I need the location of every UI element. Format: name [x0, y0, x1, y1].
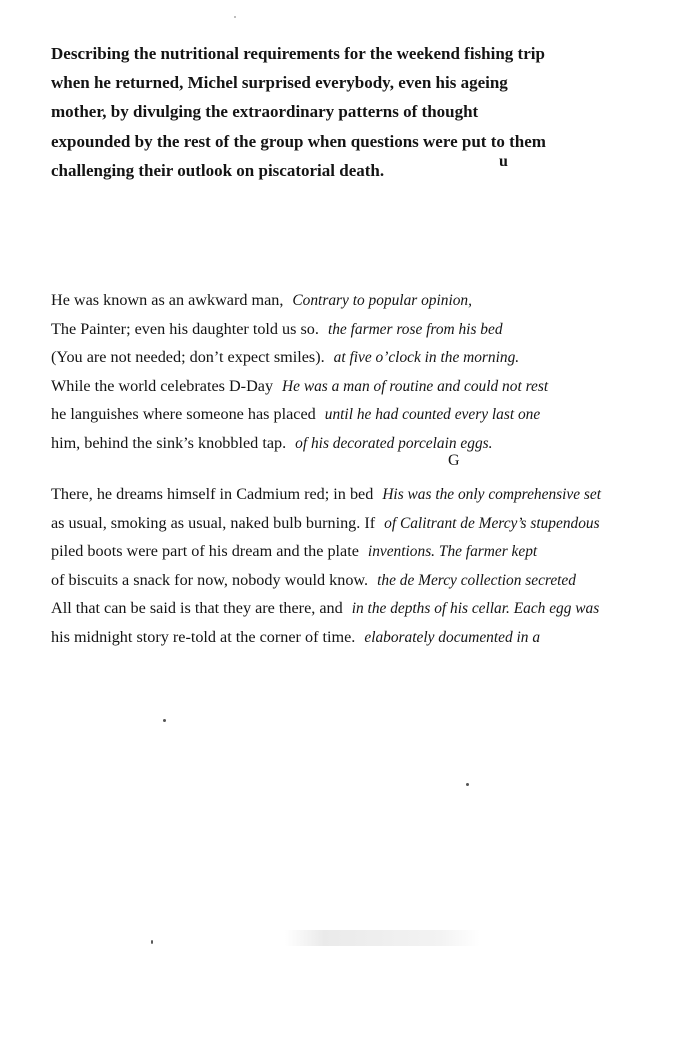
poem-left-text: he languishes where someone has placed	[51, 405, 316, 423]
poem-line	[51, 404, 540, 425]
poem-right-text: in the depths of his cellar. Each egg was	[351, 600, 600, 617]
poem-line	[51, 570, 576, 591]
scan-speck	[234, 16, 236, 18]
poem-line	[51, 513, 600, 534]
intro-paragraph	[51, 39, 651, 185]
scan-speck	[163, 719, 166, 722]
poem-left-text: He was known as an awkward man,	[51, 291, 284, 309]
poem-line	[51, 347, 519, 368]
poem-left-text: piled boots were part of his dream and the plate	[51, 542, 359, 560]
poem-line	[51, 290, 472, 311]
poem-line	[51, 319, 503, 340]
scan-speck	[466, 783, 469, 786]
poem-right-text: He was a man of routine and could not rest	[282, 377, 549, 395]
scan-speck	[151, 940, 153, 944]
poem-right-text: of Calitrant de Mercy’s stupendous	[384, 514, 600, 532]
poem-right-text: Contrary to popular opinion,	[292, 292, 472, 309]
poem-left-text: There, he dreams himself in Cadmium red; in bed	[51, 485, 374, 503]
poem-line	[51, 376, 548, 397]
poem-right-text: at five o’clock in the morning.	[333, 349, 520, 366]
poem-line	[51, 598, 599, 619]
intro-line: Describing the nutritional requirements for the weekend fishing trip	[51, 44, 545, 63]
poem-left-text: All that can be said is that they are there, and	[51, 599, 343, 617]
poem-left-text: of biscuits a snack for now, nobody would know.	[51, 570, 369, 589]
poem-right-text: elaborately documented in a	[364, 628, 541, 646]
poem-right-text: the de Mercy collection secreted	[377, 571, 576, 589]
poem-line	[51, 484, 601, 505]
poem-right-text: inventions. The farmer kept	[367, 543, 538, 560]
poem-left-text: The Painter; even his daughter told us so.	[51, 319, 319, 338]
intro-line: when he returned, Michel surprised everybody, even his ageing	[51, 73, 508, 93]
intro-marker: u	[499, 153, 508, 170]
poem-line	[51, 433, 493, 454]
section-marker: G	[448, 452, 460, 469]
poem-line	[51, 541, 537, 562]
intro-line: challenging their outlook on piscatorial death.	[51, 160, 385, 180]
intro-line: expounded by the rest of the group when questions were put to them	[51, 131, 546, 151]
poem-right-text: the farmer rose from his bed	[327, 320, 503, 338]
poem-right-text: until he had counted every last one	[324, 406, 541, 423]
scan-smudge	[285, 930, 480, 946]
poem-left-text: as usual, smoking as usual, naked bulb burning. If	[51, 513, 376, 532]
poem-right-text: of his decorated porcelain eggs.	[295, 434, 493, 452]
poem-left-text: While the world celebrates D-Day	[51, 376, 274, 395]
poem-left-text: him, behind the sink’s knobbled tap.	[51, 433, 287, 452]
intro-line: mother, by divulging the extraordinary patterns of thought	[51, 102, 479, 122]
poem-line	[51, 627, 540, 648]
poem-right-text: His was the only comprehensive set	[382, 486, 602, 503]
poem-left-text: his midnight story re-told at the corner of time.	[51, 627, 356, 646]
poem-left-text: (You are not needed; don’t expect smiles).	[51, 348, 325, 366]
